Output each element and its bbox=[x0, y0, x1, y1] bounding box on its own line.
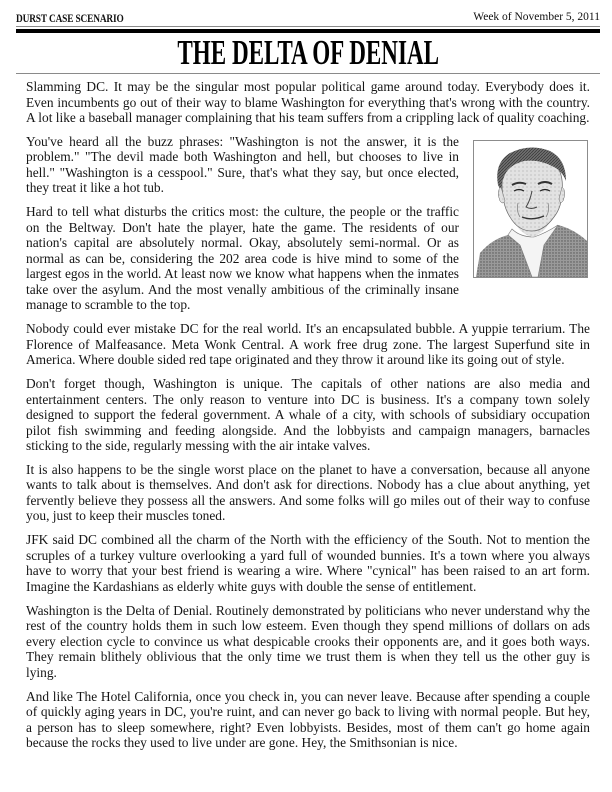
article-title: THE DELTA OF DENIAL bbox=[177, 33, 439, 72]
paragraph-7: JFK said DC combined all the charm of the North with the efficiency of the South. Not to mention the scruples of a turkey vulture overlooking a yard full of wounded bunnies. It's a town where you always have to worry that your best friend is wearing a wire. Where "cynical" has been raised to an art form. Imagine the Kardashians as elderly white guys with double the sense of entitlement. bbox=[26, 532, 590, 594]
paragraph-3: Hard to tell what disturbs the critics most: the culture, the people or the traffic on the Beltway. Don't hate the player, hate the game. The residents of our nation's capital are absolutely normal. Okay, absolutely semi-normal. Or as normal as can be, considering the 202 area code is hive mind to some of the largest egos in the world. At least now we know what happens when the inmates take over the asylum. And the most venally ambitious of the criminally insane manage to scramble to the top. bbox=[26, 204, 459, 313]
divider-thin-top bbox=[16, 26, 600, 27]
headline-container bbox=[16, 34, 600, 72]
paragraph-2: You've heard all the buzz phrases: "Washington is not the answer, it is the problem." "The devil made both Washington and hell, but chooses to live in hell." "Washington is a cesspool." Sure, that's what they say, but once elected, they treat it like a hot tub. bbox=[26, 133, 459, 196]
masthead bbox=[16, 8, 600, 26]
paragraph-5: Don't forget though, Washington is unique. The capitals of other nations are also media and entertainment centers. The only reason to venture into DC is business. It's a company town solely designed to support the federal government. A whale of a city, with schools of subsidiary occupation pilot fish swimming and feeding alongside. And the lobbyists and campaign managers, barnacles sticking to the side, regularly messing with the air intake valves. bbox=[26, 376, 590, 454]
paragraph-8: Washington is the Delta of Denial. Routinely demonstrated by politicians who never understand why the rest of the country holds them in such low esteem. Even though they spend millions of dollars on ads every election cycle to convince us what despicable crooks their opponents are, and it goes both ways. They remain blithely oblivious that the only time we trust them is when they tell us the other guy is lying. bbox=[26, 602, 590, 680]
column-name: DURST CASE SCENARIO bbox=[16, 11, 124, 25]
issue-date: Week of November 5, 2011 bbox=[473, 11, 600, 23]
author-portrait-icon bbox=[474, 141, 587, 277]
paragraph-6: It is also happens to be the single worst place on the planet to have a conversation, because all anyone wants to talk about is themselves. And don't ask for directions. Nobody has a clue about anything, yet fervently believe they possess all the answers. And some folks will go miles out of their way to confuse you, just to keep their muscles toned. bbox=[26, 461, 590, 524]
author-portrait bbox=[473, 140, 588, 278]
paragraph-1: Slamming DC. It may be the singular most popular political game around today. Everybody does it. Even incumbents go out of their way to blame Washington for everything that's wrong with the country. A lot like a baseball manager complaining that his team suffers from a crippling lack of quality coaching. bbox=[26, 79, 590, 125]
divider-thin-bottom bbox=[16, 73, 600, 74]
paragraph-9: And like The Hotel California, once you check in, you can never leave. Because after spending a couple of quickly aging years in DC, you're ruint, and can never go back to living with normal people. But hey, a person has to sleep somewhere, right? Even lobbyists. Besides, most of them can't go home again because the rocks they used to live under are gone. Hey, the Smithsonian is nice. bbox=[26, 688, 590, 751]
article-body bbox=[26, 79, 590, 759]
paragraph-4: Nobody could ever mistake DC for the real world. It's an encapsulated bubble. A yuppie terrarium. The Florence of Malfeasance. Meta Wonk Central. A work free drug zone. The largest Superfund site in America. Where double sided red tape originated and they throw it around like its going out of style. bbox=[26, 321, 590, 368]
